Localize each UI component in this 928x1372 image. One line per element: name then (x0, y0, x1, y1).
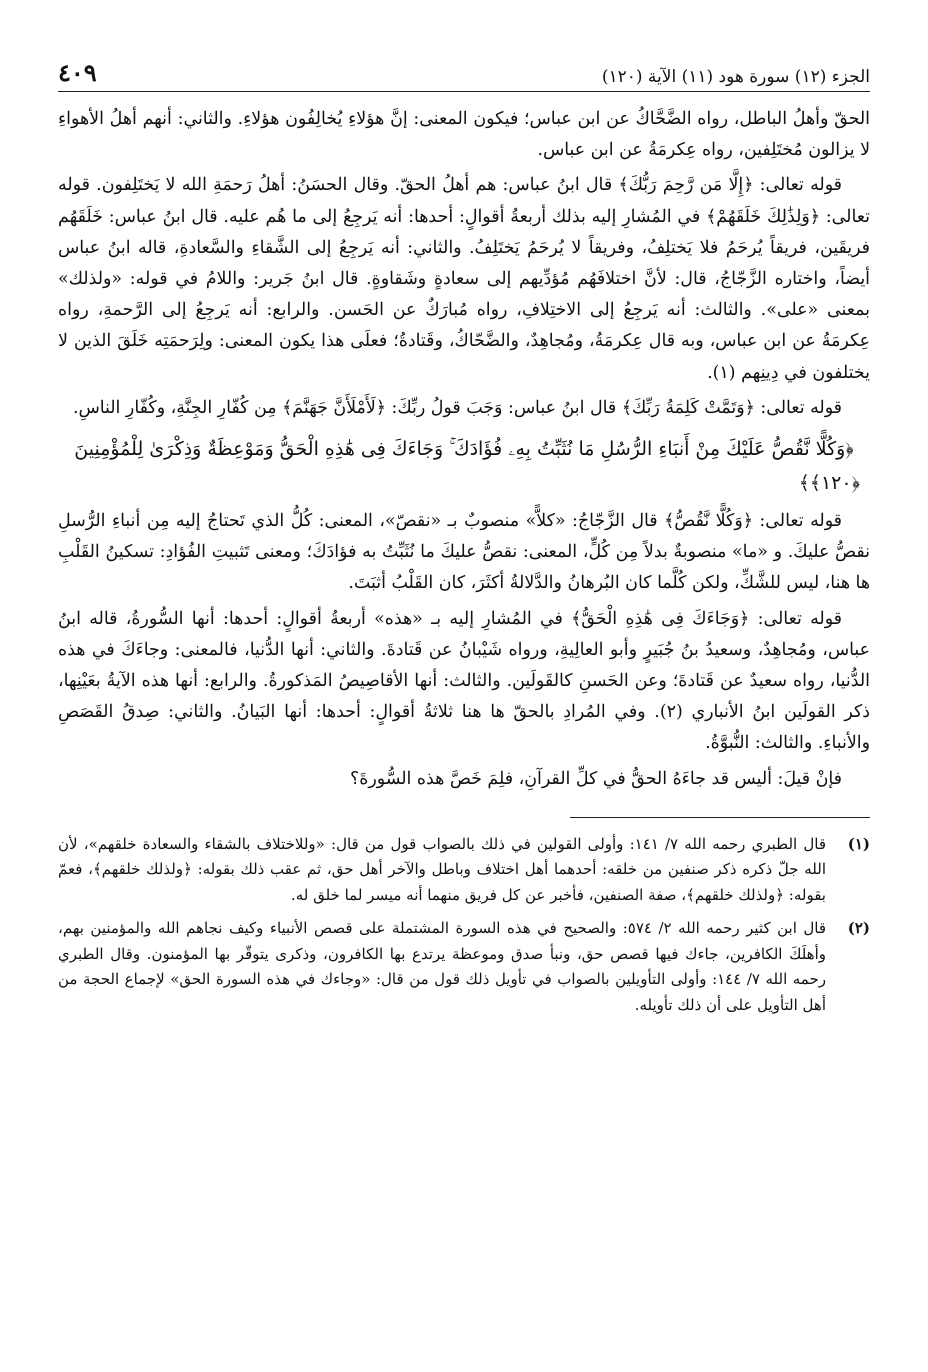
paragraph: قوله تعالى: ﴿وَكُلًّا نَّقُصُّ﴾ قال الزَّجّاجُ: «كلاًّ» منصوبٌ بـ «نقصّ»، المعنى: كُلُّ الذي تَحتاجُ إليه مِن أنباءِ الرُّسلِ نقصُّ عليكَ. و «ما» منصوبةٌ بدلاً مِن كُلٍّ، المعنى: نقصُّ عليكَ ما نُثَبِّتُ به فؤادَكَ؛ ومعنى تَثبيتِ الفُؤادِ: تسكينُ القَلْبِ ها هنا، ليس للشَّكِّ، ولكن كُلَّما كان البُرهانُ والدَّلالةُ أكثَرَ، كان القَلْبُ أثبَتَ. (58, 511, 870, 594)
footnotes (58, 832, 870, 1019)
quran-verse: ﴿وَكُلًّا نَّقُصُّ عَلَيْكَ مِنْ أَنبَاءِ الرُّسُلِ مَا نُثَبِّتُ بِهِۦ فُؤَادَكَ ۚ وَجَاءَكَ فِى هَٰذِهِ الْحَقُّ وَمَوْعِظَةٌ وَذِكْرَىٰ لِلْمُؤْمِنِينَ ﴿١٢٠﴾﴾ (74, 438, 860, 495)
paragraph: قوله تعالى: ﴿إِلَّا مَن رَّحِمَ رَبُّكَ﴾ قال ابنُ عباس: هم أهلُ الحقّ. وقال الحسَنُ: أهلُ رَحمَةِ الله لا يَختَلِفون. قوله تعالى: ﴿وَلِذَٰلِكَ خَلَقَهُمْ﴾ في المُشارِ إليه بذلك أربعةُ أقوالٍ: أحدها: أنه يَرجِعُ إلى ما هُم عليه. قال ابنُ عباس: خَلَقَهُم فريقَين، فريقاً يُرحَمُ فلا يَختلِفُ، وفريقاً لا يُرحَمُ يَختَلِفُ. والثاني: أنه يَرجِعُ إلى الشَّقاءِ والسَّعادةِ، قاله ابنُ عباس أيضاً، واختاره الزَّجّاجُ، قال: لأنَّ اختلافَهُم مُؤدِّيهم إلى سعادةٍ وشَقاوةٍ. قال ابنُ جَرير: واللامُ في قوله: «ولذلك» بمعنى «على». والثالث: أنه يَرجِعُ إلى الاختِلافِ، رواه مُبارَكٌ عن الحَسن. والرابع: أنه يَرجِعُ إلى الرَّحمةِ، رواه عِكرمَةُ عن ابن عباس، وبه قال عِكرمَةُ، ومُجاهِدٌ، والضَّحّاكُ، وقَتادةُ؛ فعلَى هذا يكون المعنى: ولِرَحمَتِه خَلَقَ الذين لا يختلفون في دِينِهم (١). (58, 175, 870, 383)
page-number: ٤٠٩ (58, 58, 97, 87)
footnote-text: قال الطبري رحمه الله ٧/ ١٤١: وأولى القولين في ذلك بالصواب قول من قال: «وللاختلاف بالشقاء والسعادة خلقهم»، لأن الله جلّ ذكره ذكر صنفين من خلقه: أحدهما أهل اختلاف وباطل والآخر أهل حق، ثم عقب ذلك بقوله: ﴿ولذلك خلقهم﴾، فعمّ بقوله: ﴿ولذلك خلقهم﴾، صفة الصنفين، فأخبر عن كل فريق منهما أنه ميسر لما خلق له. (58, 834, 826, 904)
footnote-number: (١) (847, 834, 870, 853)
paragraph: فإنْ قيلَ: أليس قد جاءَهُ الحقُّ في كلِّ القرآنِ، فلِمَ خَصَّ هذه السُّورةَ؟ (350, 768, 842, 789)
paragraph: قوله تعالى: ﴿وَتَمَّتْ كَلِمَةُ رَبِّكَ﴾ قال ابنُ عباس: وَجَبَ قولُ ربِّكَ: ﴿لَأَمْلَأَنَّ جَهَنَّمَ﴾ مِن كُفّارِ الجِنَّةِ، وكُفّارِ الناسِ. (72, 397, 842, 418)
book-page (58, 52, 870, 1352)
footnote-number: (٢) (847, 919, 870, 938)
footnote (58, 832, 870, 909)
footnote (58, 916, 870, 1018)
footnote-divider (570, 817, 870, 818)
page-header (58, 52, 870, 92)
main-text (58, 104, 870, 795)
running-title: الجزء (١٢) سورة هود (١١) الآية (١٢٠) (601, 67, 870, 87)
paragraph: قوله تعالى: ﴿وَجَاءَكَ فِى هَٰذِهِ الْحَقُّ﴾ في المُشارِ إليه بـ «هذه» أربعةُ أقوالٍ: أحدها: أنها السُّورةُ، قاله ابنُ عباس، ومُجاهِدٌ، وسعيدُ بنُ جُبَيرٍ وأبو العالِيةِ، ورواه شَيْبانُ عن قَتادةَ. والثاني: أنها الدُّنيا، فالمعنى: وجاءَكَ في هذه الدُّنيا، رواه سعيدٌ عن قَتادةَ؛ وعن الحَسنِ كالقَولَين. والثالث: أنها الأقاصِيصُ المَذكورةُ. والرابع: أنها هذه الآيةُ بعَيْنِها، ذكر القولَين ابنُ الأنباري (٢). وفي المُرادِ بالحقّ ها هنا ثلاثةُ أقوالٍ: أحدها: أنها البَيانُ. والثاني: صِدقُ القَصَصِ والأنباءِ. والثالث: النُّبوَّةُ. (58, 608, 870, 754)
footnote-text: قال ابن كثير رحمه الله ٢/ ٥٧٤: والصحيح في هذه السورة المشتملة على قصص الأنبياء وكيف نجاهم الله والمؤمنين بهم، وأهلَكَ الكافرين، جاءك فيها قصص حق، ونبأ صدق وموعظة يرتدع بها الكافرون، وذكرى يتوقّر بها المؤمنون. وقال الطبري رحمه الله ٧/ ١٤٤: وأولى التأويلين بالصواب في تأويل ذلك قول من قال: «وجاءك في هذه السورة الحق» لإجماع الحجة من أهل التأويل على أن ذلك تأويله. (58, 919, 827, 1014)
paragraph: الحقّ وأهلُ الباطل، رواه الضَّحَّاكُ عن ابن عباس؛ فيكون المعنى: إنَّ هؤلاءِ يُخالِفُون هؤلاءِ. والثاني: أنهم أهلُ الأهواءِ لا يزالون مُختَلِفين، رواه عِكرمَةُ عن ابن عباس. (58, 109, 870, 161)
